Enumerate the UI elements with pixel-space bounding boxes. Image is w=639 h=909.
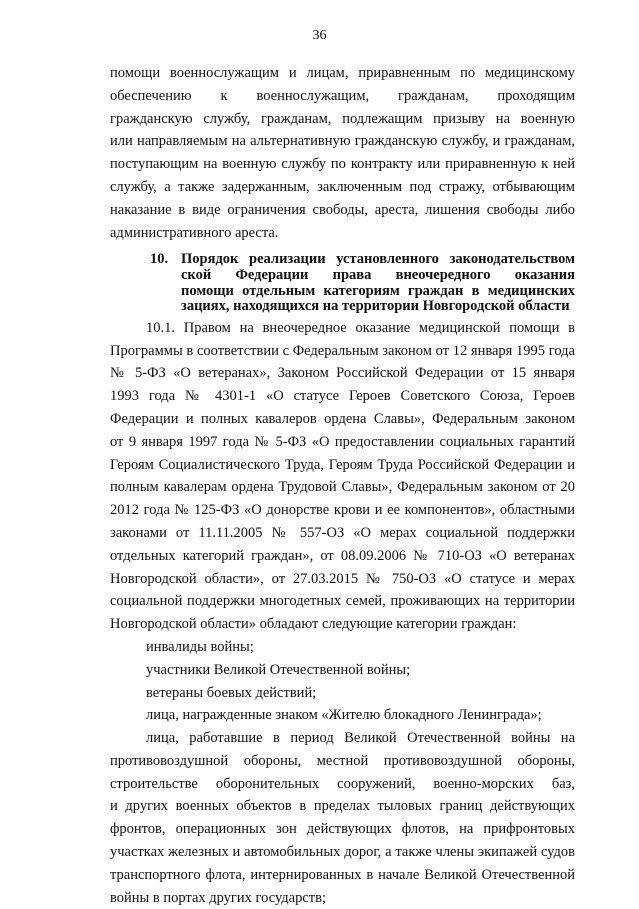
section-heading [110,252,575,314]
text-line: отдельных категорий граждан», от 08.09.2006 № 710-ОЗ «О ветеранах [110,547,575,564]
text-line: Программы в соответствии с Федеральным законом от 12 января 1995 года [110,342,575,359]
text-line: транспортного флота, интернированных в начале Великой Отечественной [110,866,575,883]
section-title [181,252,575,314]
title-line: Порядок реализации установленного законодательством [181,252,575,268]
text-line: 1993 года № 4301-1 «О статусе Героев Советского Союза, Героев [110,388,575,405]
text-line: и других военных объектов в пределах тыловых границ действующих [110,798,575,815]
title-line: ской Федерации права внеочередного оказания [181,267,575,283]
text-line: 2012 года № 125-ФЗ «О донорстве крови и ее компонентов», областными [110,502,575,519]
text-line: Федерации и полных кавалеров ордена Славы», Федеральным законом [110,410,575,427]
workers-paragraph [110,727,575,909]
section-number: 10. [150,251,169,268]
list-item: лица, награжденные знаком «Жителю блокадного Ленинграда»; [146,707,542,724]
text-line: полным кавалерам ордена Трудовой Славы», Федеральным законом от 20 [110,479,575,496]
text-line: административного ареста. [110,224,279,241]
text-line: Новгородской области», от 27.03.2015 № 750-ОЗ «О статусе и мерах [110,570,575,587]
text-line: службу, а также задержанным, заключенным под стражу, отбывающим [110,178,575,195]
text-line: социальной поддержки многодетных семей, проживающих на территории [110,593,575,610]
text-line: № 5-ФЗ «О ветеранах», Законом Российской Федерации от 15 января [110,365,575,382]
text-line: гражданскую службу, гражданам, подлежащим призыву на военную [110,110,575,127]
list-item: ветераны боевых действий; [146,684,317,701]
text-line: строительстве оборонительных сооружений, военно-морских баз, [110,775,575,792]
text-line: Новгородской области» обладают следующие категории граждан: [110,616,517,633]
intro-paragraph [110,62,575,244]
text-line: войны в портах других государств; [110,889,327,906]
text-line: лица, работавшие в период Великой Отечественной войны на [146,730,575,747]
text-line: Героям Социалистического Труда, Героям Труда Российской Федерации и [110,456,575,473]
text-line: или направляемым на альтернативную гражданскую службу, и гражданам, [110,133,575,150]
text-line: законами от 11.11.2005 № 557-ОЗ «О мерах социальной поддержки [110,524,575,541]
title-line: зациях, находящихся на территории Новгородской области [181,299,570,315]
text-line: помощи военнослужащим и лицам, приравненным по медицинскому [110,65,575,81]
text-line: противовоздушной обороны, местной противовоздушной обороны, [110,752,575,769]
paragraph-10-1 [110,317,575,636]
category-list [110,636,575,727]
page-content [110,62,575,909]
list-item: инвалиды войны; [146,638,254,655]
text-line: поступающим на военную службу по контракту или приравненную к ней [110,156,575,173]
text-line: 10.1. Правом на внеочередное оказание медицинской помощи в [146,319,575,336]
text-line: наказание в виде ограничения свободы, ареста, лишения свободы либо [110,201,575,218]
title-line: помощи отдельным категориям граждан в медицинских [181,283,575,299]
text-line: участках железных и автомобильных дорог, а также члены экипажей судов [110,844,575,861]
text-line: от 9 января 1997 года № 5-ФЗ «О предоставлении социальных гарантий [110,433,575,450]
list-item: участники Великой Отечественной войны; [146,661,411,678]
page-number: 36 [312,28,327,43]
text-line: фронтов, операционных зон действующих флотов, на прифронтовых [110,821,575,838]
text-line: обеспечению к военнослужащим, гражданам, проходящим [110,87,575,104]
